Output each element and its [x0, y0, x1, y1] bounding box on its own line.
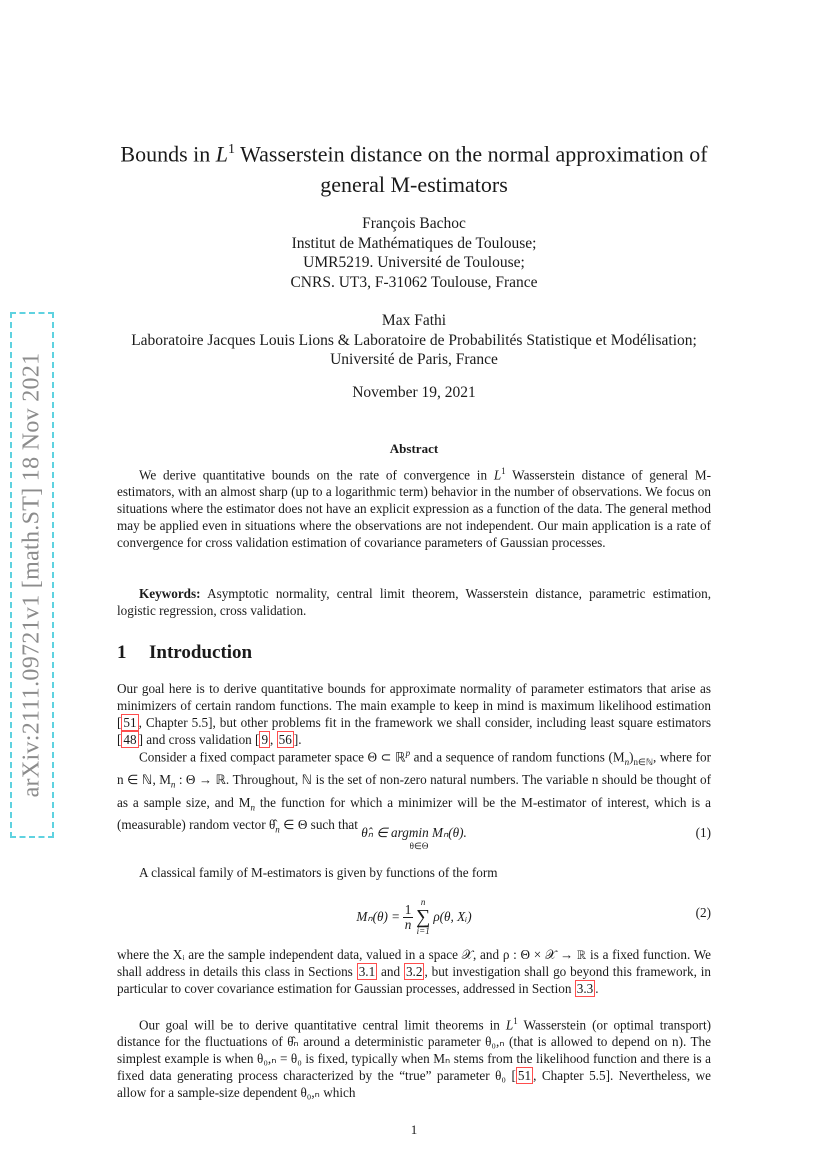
affiliation-line: Institut de Mathématiques de Toulouse;	[291, 234, 537, 252]
equation-number: (1)	[695, 825, 711, 840]
page-number: 1	[410, 1122, 418, 1137]
author-name: Max Fathi	[381, 312, 447, 329]
arxiv-identifier: arXiv:2111.09721v1 [math.ST] 18 Nov 2021	[18, 352, 45, 798]
paper-title: Bounds in $L^1$ Wasserstein distance on the normal approximation of general M-estimators	[120, 141, 708, 198]
intro-paragraph-3: A classical family of M-estimators is given by functions of the form	[139, 865, 498, 880]
intro-paragraph-4: where the Xᵢ are the sample independent data, valued in a space 𝒳, and ρ : Θ × 𝒳 → ℝ is a fixed function. We shall address in details this class in Sections 3.1 and 3.2 , but investigation shall go beyond this framework, in particular to cover covariance estimation for Gaussian processes, addressed in Section 3.3 .	[117, 947, 711, 996]
section-link[interactable]: 3.2	[405, 964, 423, 979]
citation-link[interactable]: 9	[261, 732, 269, 747]
equation-1: θ̂ₙ ∈ argmin Mₙ(θ). θ∈Θ (1)	[361, 825, 711, 851]
citation-link[interactable]: 48	[123, 732, 137, 747]
abstract-heading: Abstract	[389, 441, 439, 456]
abstract-text: We derive quantitative bounds on the rate of convergence in $L^1$ Wasserstein distance of general M-estimators, with an almost sharp (up to a logarithmic term) behavior in the number of observations. We focus on situations where the estimator does not have an explicit expression as a function of the data. The general method may be applied even in situations where the observations are not independent. Our main application is a rate of convergence for cross validation estimation of covariance parameters of Gaussian processes.	[117, 466, 711, 551]
citation-link[interactable]: 51	[517, 1068, 532, 1084]
affiliation-line: UMR5219. Université de Toulouse;	[303, 254, 525, 271]
citation-link[interactable]: 51	[123, 715, 137, 730]
intro-paragraph-1: Our goal here is to derive quantitative bounds for approximate normality of parameter estimators that arise as minimizers of certain random functions. The main example to keep in mind is maximum likelihood estimation [ 51 , Chapter 5.5], but other problems fit in the framework we shall consider, including least square estimators [ 48 ] and cross validation [ 9 , 56 ].	[117, 681, 711, 747]
author-block-2	[60, 311, 768, 370]
author-block-1	[60, 214, 768, 292]
section-link[interactable]: 3.1	[358, 964, 376, 979]
intro-paragraph-5: Our goal will be to derive quantitative central limit theorems in $L^1$ Wasserstein (or optimal transport) distance for the fluctuations of θ̂ₙ around a deterministic parameter θ₀,ₙ (that is allowed to depend on n). The simplest example is when θ₀,ₙ = θ₀ is fixed, typically when Mₙ stems from the likelihood function and there is a fixed data generating process characterized by the “true” parameter θ₀ [ 51 , Chapter 5.5]. Nevertheless, we allow for a sample-size dependent θ₀,ₙ which	[117, 1016, 712, 1101]
paper-date: November 19, 2021	[352, 384, 476, 401]
intro-paragraph-2: Consider a fixed compact parameter space Θ ⊂ ℝ$^p$ and a sequence of random functions $(M_n)_{n\in ℕ}$, where for n ∈ ℕ, $M_n$ : Θ → ℝ. Throughout, ℕ is the set of non-zero natural numbers. The variable n should be thought of as a sample size, and $M_n$ the function for which a minimizer will be the M-estimator of interest, which is a (measurable) random vector $\thetâ_n$ ∈ Θ such that	[117, 748, 712, 835]
equation-2: Mₙ(θ) = 1 n n ∑ i=1 ρ(θ, Xᵢ) (2)	[356, 897, 711, 936]
affiliation-line: Université de Paris, France	[330, 351, 498, 368]
citation-link[interactable]: 56	[278, 732, 292, 747]
author-name: François Bachoc	[362, 215, 466, 232]
affiliation-line: CNRS. UT3, F-31062 Toulouse, France	[290, 273, 538, 291]
section-link[interactable]: 3.3	[576, 981, 594, 996]
section-heading: 1 Introduction	[117, 642, 253, 663]
keywords: Keywords: Asymptotic normality, central limit theorem, Wasserstein distance, parametric estimation, logistic regression, cross validation.	[117, 586, 711, 618]
affiliation-line: Laboratoire Jacques Louis Lions & Laboratoire de Probabilités Statistique et Modélisation;	[131, 331, 697, 349]
equation-number: (2)	[695, 905, 711, 920]
arxiv-watermark[interactable]	[10, 312, 54, 838]
